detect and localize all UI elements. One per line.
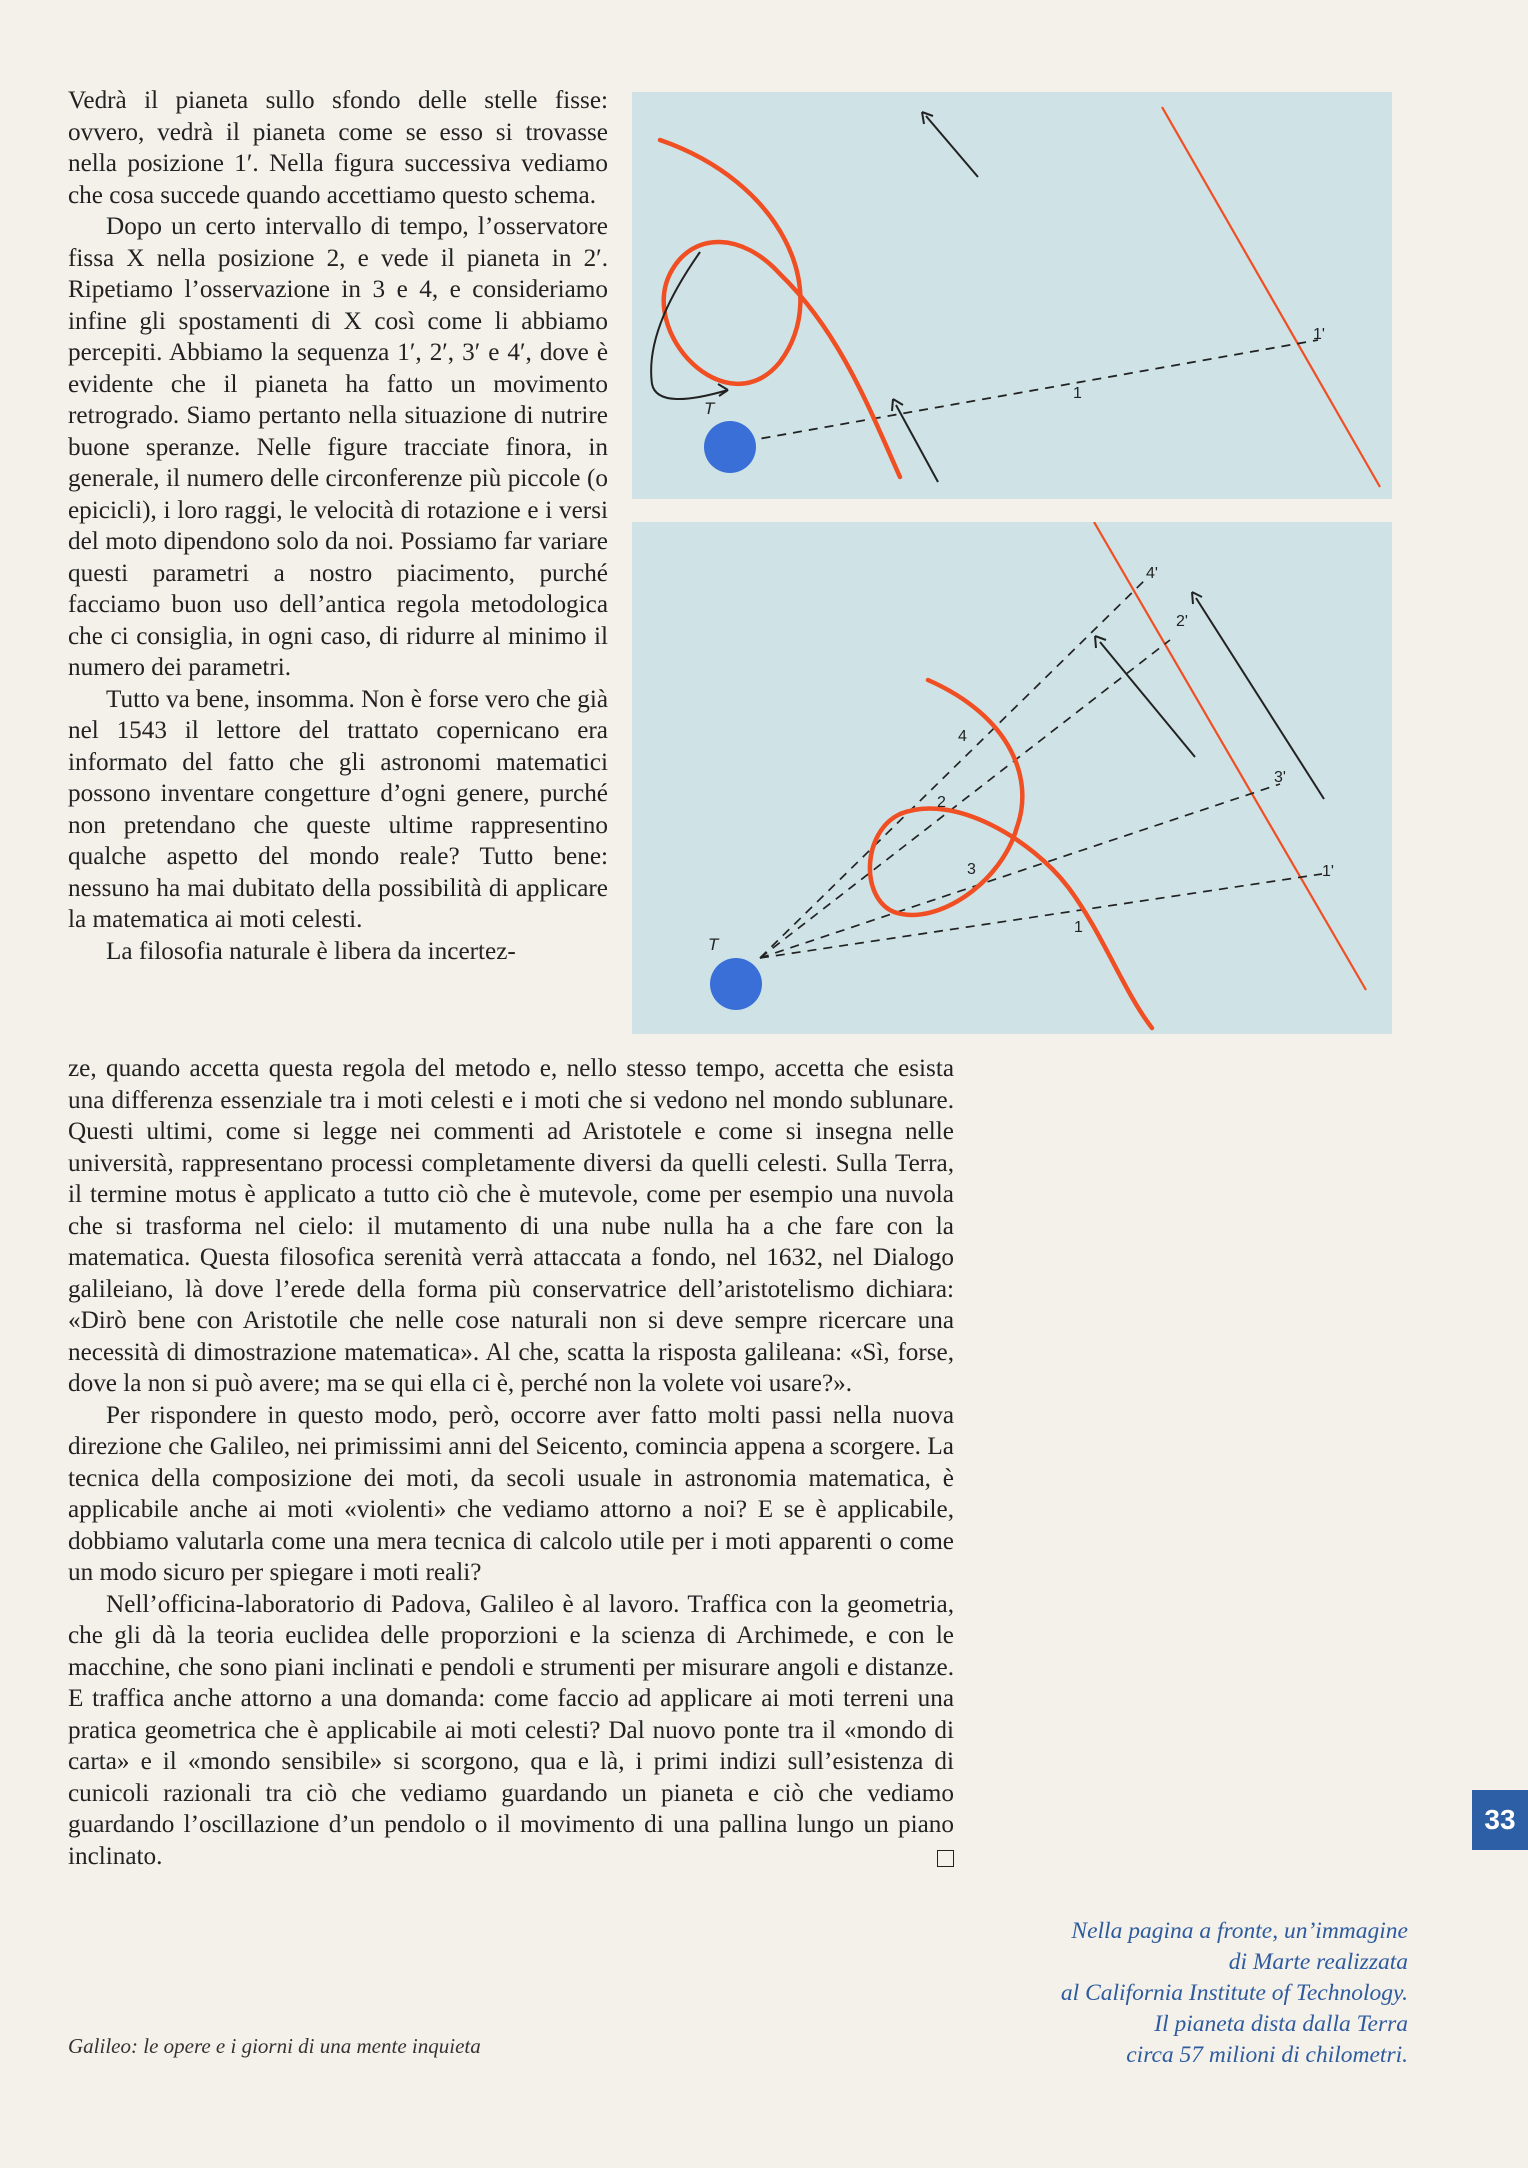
paragraph: Dopo un certo intervallo di tempo, l’osservatore fissa X nella posizione 2, e vede il pianeta in 2′. Ripetiamo l’osservazione in 3 e 4, e consideriamo infine gli spostamenti di X così come li abbiamo percepiti. Abbiamo la sequenza 1′, 2′, 3′ e 4′, dove è evidente che il pianeta ha fatto un movimento retrogrado. Siamo pertanto nella situazione di nutrire buone speranze. Nelle figure tracciate finora, in generale, il numero delle circonferenze più piccole (o epicicli), i loro raggi, le velocità di rotazione e i versi del moto dipendono solo da noi. Possiamo far variare questi parametri a nostro piacimento, purché facciamo buon uso dell’antica regola metodologica che ci consiglia, in ogni caso, di ridurre al minimo il numero dei parametri.	[68, 213, 608, 681]
image-caption	[990, 1916, 1408, 2071]
direction-arrow-left	[1100, 642, 1195, 757]
position-label-2-prime: 2'	[1176, 613, 1188, 630]
position-label-1: 1	[1074, 919, 1083, 936]
text-column-wide	[68, 1053, 954, 1872]
paragraph-text: Nell’officina-laboratorio di Padova, Galileo è al lavoro. Traffica con la geometria, che gli dà la teoria euclidea delle proporzioni e la scienza di Archimede, e con le macchine, che sono piani inclinati e pendoli e strumenti per misurare angoli e distanze. E traffica anche attorno a una domanda: come faccio ad applicare ai moti terreni una pratica geometrica che è applicabile ai moti celesti? Dal nuovo ponte tra il «mondo di carta» e il «mondo sensibile» si scorgono, qua e là, i primi indizi sull’esistenza di cunicoli razionali tra ciò che vediamo guardando un pianeta e ciò che vediamo guardando l’oscillazione d’un pendolo o il movimento di una pallina lungo un piano inclinato.	[68, 1590, 954, 1870]
paragraph: Per rispondere in questo modo, però, occorre aver fatto molti passi nella nuova direzione che Galileo, nei primissimi anni del Seicento, comincia appena a scorgere. La tecnica della composizione dei moti, da secoli usuale in astronomia matematica, è applicabile anche ai moti «violenti» che vediamo attorno a noi? E se è applicabile, dobbiamo valutarla come una mera tecnica di calcolo utile per i moti apparenti o come un modo sicuro per spiegare i moti reali?	[68, 1401, 954, 1586]
end-of-article-mark	[937, 1850, 954, 1867]
planet-path	[870, 680, 1152, 1028]
paragraph: La filosofia naturale è libera da incertez-	[106, 937, 516, 965]
text-column-narrow	[68, 85, 608, 967]
caption-line: di Marte realizzata	[1228, 1949, 1408, 1975]
position-label-2: 2	[937, 794, 946, 811]
position-label-3: 3	[967, 861, 976, 878]
direction-arrow-top	[926, 116, 978, 177]
paragraph: ze, quando accetta questa regola del metodo e, nello stesso tempo, accetta che esista una differenza essenziale tra i moti celesti e i moti che si vedono nel mondo sublunare. Questi ultimi, come si legge nei commenti ad Aristotele e come si insegna nelle università, rappresentano processi completamente diversi da quelli celesti. Sulla Terra, il termine motus è applicato a tutto ciò che è mutevole, come per esempio una nuvola che si trasforma nel cielo: il mutamento di una nube nulla ha a che fare con la matematica. Questa filosofica serenità verrà attaccata a fondo, nel 1632, nel Dialogo galileiano, là dove l’erede della forma più conservatrice dell’aristotelismo dichiara: «Dirò bene con Aristotile che nelle cose naturali non si deve sempre ricercare una necessità di dimostrazione matematica». Al che, scatta la risposta galileana: «Sì, forse, dove la non si può avere; ma se qui ella ci è, perché non la volete voi usare?».	[68, 1055, 954, 1397]
caption-line: al California Institute of Technology.	[1060, 1980, 1408, 2006]
arrow-head	[718, 384, 728, 396]
caption-line: Nella pagina a fronte, un’immagine	[1071, 1918, 1408, 1944]
earth-label: T	[708, 935, 719, 954]
page-number: 33	[1472, 1790, 1528, 1850]
caption-line: circa 57 milioni di chilometri.	[1126, 2042, 1408, 2068]
position-label-4: 4	[958, 728, 967, 745]
earth-circle	[704, 421, 756, 473]
epicycle-figure-1	[632, 92, 1392, 499]
fixed-stars-line	[1162, 107, 1380, 487]
earth-circle	[710, 958, 762, 1010]
epicycle-figure-2	[632, 522, 1392, 1034]
paragraph: Tutto va bene, insomma. Non è forse vero che già nel 1543 il lettore del trattato copernicano era informato del fatto che gli astronomi matematici possono inventare congetture d’ogni genere, purché non pretendano che queste ultime rappresentino qualche aspetto del mondo reale? Tutto bene: nessuno ha mai dubitato della possibilità di applicare la matematica ai moti celesti.	[68, 685, 609, 933]
running-footer: Galileo: le opere e i giorni di una mente inquieta	[68, 2034, 481, 2058]
earth-label: T	[704, 399, 715, 418]
epicycle-diagram-1	[632, 92, 1392, 499]
paragraph	[68, 1589, 954, 1873]
position-label-1: 1	[1073, 385, 1082, 402]
fixed-stars-line	[1094, 522, 1366, 990]
position-label-3-prime: 3'	[1274, 769, 1286, 786]
direction-arrow-bottom	[896, 405, 938, 482]
position-label-1-prime: 1'	[1322, 863, 1334, 880]
position-label-4-prime: 4'	[1146, 565, 1158, 582]
paragraph: Vedrà il pianeta sullo sfondo delle stelle fisse: ovvero, vedrà il pianeta come se esso si trovasse nella posizione 1′. Nella figura successiva vediamo che cosa succede quando accettiamo questo schema.	[68, 87, 608, 209]
planet-path	[660, 140, 900, 477]
sight-line	[730, 340, 1318, 444]
direction-arrow-right	[1196, 598, 1324, 799]
caption-line: Il pianeta dista dalla Terra	[1154, 2011, 1408, 2037]
epicycle-diagram-2	[632, 522, 1392, 1034]
retrograde-arrow	[651, 252, 728, 399]
position-label-1-prime: 1'	[1313, 326, 1325, 343]
